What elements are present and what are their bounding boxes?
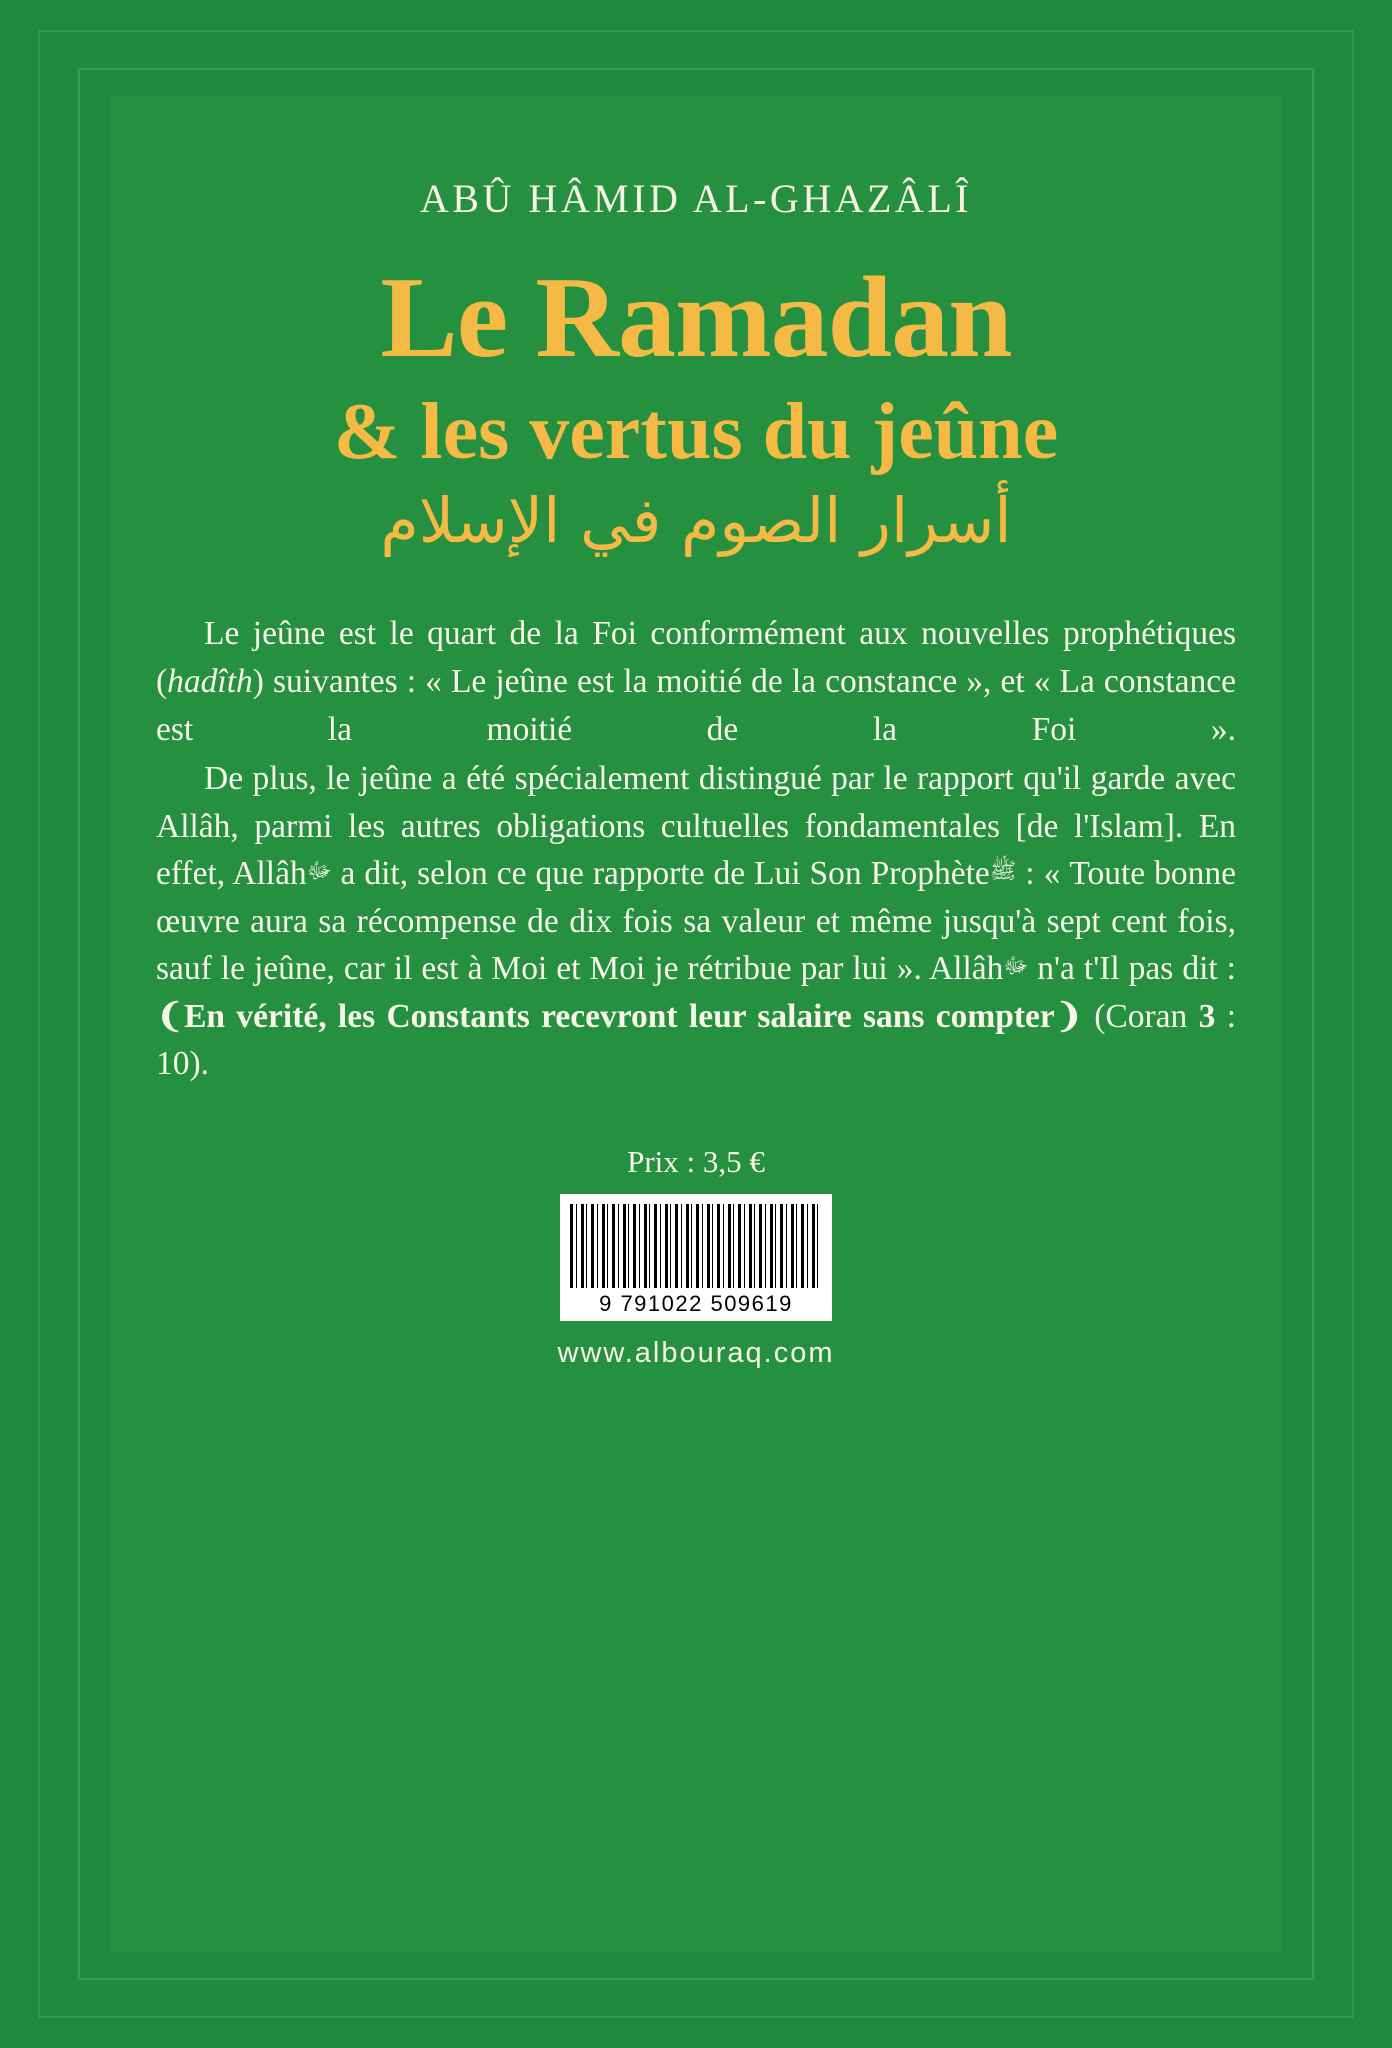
isbn-barcode [560, 1194, 832, 1321]
jalla-jalaluhu-glyph: ﷻ [306, 859, 332, 885]
quran-sura-number: 3 [1198, 997, 1216, 1035]
blurb-p2-part-e: (Coran [1082, 997, 1199, 1035]
quran-quote-text: En vérité, les Constants recevront leur salaire sans compter [184, 997, 1055, 1035]
cover-content [150, 130, 1242, 1928]
blurb-p1-italic-term: hadîth [167, 662, 253, 700]
blurb-paragraph-2 [156, 755, 1236, 1088]
sallallahu-alayhi-wasallam-glyph: ﷺ [989, 859, 1017, 885]
quran-quote-close-bracket: ❩ [1054, 997, 1083, 1035]
barcode-bars [570, 1204, 822, 1288]
back-cover-blurb [150, 610, 1242, 1088]
blurb-p2-part-b: a dit, selon ce que rapporte de Lui Son Prophète [331, 855, 990, 893]
book-title-arabic: أسرار الصوم في الإسلام [380, 484, 1012, 557]
barcode-number: 9 791022 509619 [599, 1291, 793, 1317]
blurb-p2-part-c: : « Toute bonne œuvre aura sa récompense de dix fois sa valeur et même jusqu'à sept cent fois, sauf le jeûne, car il est à Moi et Moi je rétribue par lui ». Allâh [156, 855, 1236, 988]
blurb-p2-part-d: n'a t'Il pas dit : [1028, 950, 1236, 988]
blurb-paragraph-1 [156, 610, 1236, 753]
publisher-website: www.albouraq.com [557, 1337, 835, 1370]
jalla-jalaluhu-glyph-2: ﷻ [1003, 954, 1029, 980]
blurb-p2-part-f: : 10). [156, 997, 1237, 1083]
book-title-subtitle: & les vertus du jeûne [333, 388, 1059, 476]
barcode-container [150, 1194, 1242, 1321]
price-label: Prix : 3,5 € [627, 1144, 765, 1180]
blurb-p2-part-a: De plus, le jeûne a été spécialement distingué par le rapport qu'il garde avec Allâh, parmi les autres obligations cultuelles fondamentales [de l'Islam]. En effet, Allâh [156, 760, 1236, 893]
book-title-main: Le Ramadan [380, 254, 1012, 382]
quran-quote-open-bracket: ❨ [156, 997, 185, 1035]
blurb-p1-part-a: Le jeûne est le quart de la Foi conformément aux nouvelles prophétiques ( [156, 615, 1236, 700]
author-name: ABÛ HÂMID AL-GHAZÂLÎ [419, 176, 973, 221]
blurb-p1-part-b: ) suivantes : « Le jeûne est la moitié de la constance », et « La constance est la moitié de la Foi ». [156, 662, 1236, 748]
